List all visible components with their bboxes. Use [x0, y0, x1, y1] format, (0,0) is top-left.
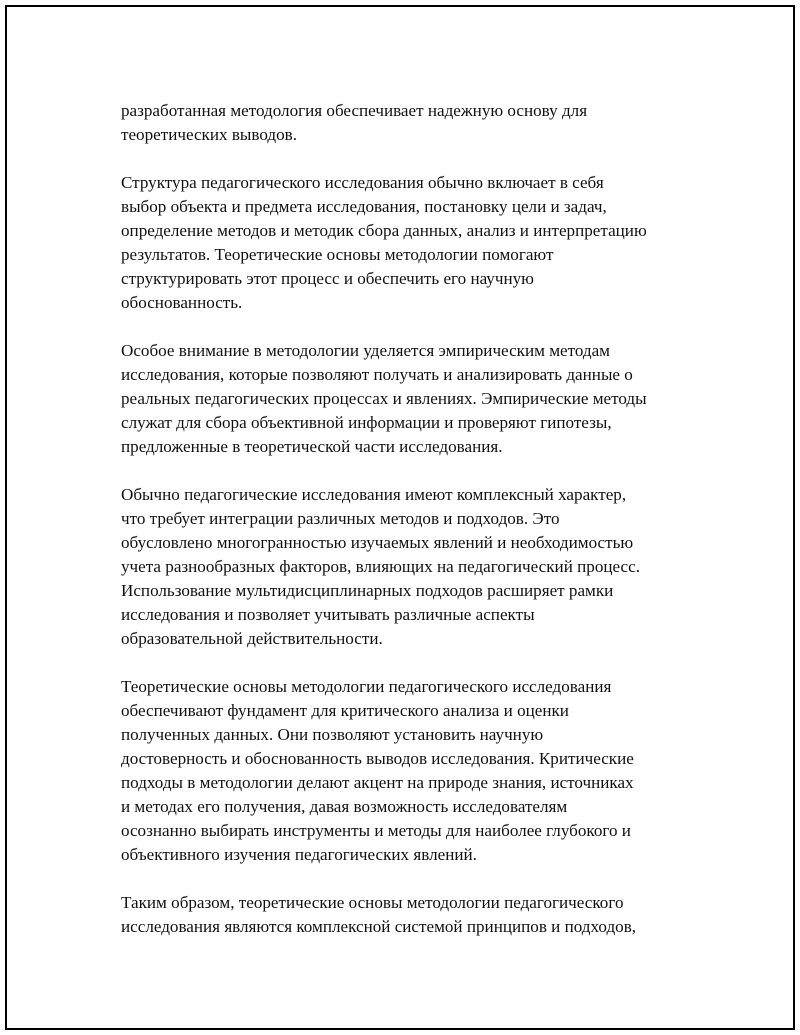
text-line: структурировать этот процесс и обеспечить его научную [121, 269, 534, 288]
text-line: обоснованность. [121, 293, 243, 312]
text-line: учета разнообразных факторов, влияющих на педагогический процесс. [121, 557, 640, 576]
text-line: обеспечивают фундамент для критического анализа и оценки [121, 701, 569, 720]
text-line: Структура педагогического исследования обычно включает в себя [121, 173, 604, 192]
paragraph-6 [121, 891, 701, 939]
paragraph-4 [121, 483, 701, 651]
text-line: результатов. Теоретические основы методологии помогают [121, 245, 554, 264]
paragraph-1 [121, 99, 701, 147]
text-line: Теоретические основы методологии педагогического исследования [121, 677, 612, 696]
text-line: служат для сбора объективной информации и проверяют гипотезы, [121, 413, 612, 432]
text-line: что требует интеграции различных методов и подходов. Это [121, 509, 560, 528]
text-line: исследования являются комплексной системой принципов и подходов, [121, 917, 637, 936]
text-line: Использование мультидисциплинарных подходов расширяет рамки [121, 581, 614, 600]
text-line: достоверность и обоснованность выводов исследования. Критические [121, 749, 634, 768]
text-line: Особое внимание в методологии уделяется эмпирическим методам [121, 341, 610, 360]
text-line: предложенные в теоретической части исследования. [121, 437, 503, 456]
text-line: подходы в методологии делают акцент на природе знания, источниках [121, 773, 634, 792]
page-frame [5, 5, 795, 1030]
paragraph-3 [121, 339, 701, 459]
text-line: полученных данных. Они позволяют установить научную [121, 725, 544, 744]
text-line: выбор объекта и предмета исследования, постановку цели и задач, [121, 197, 607, 216]
document-body [121, 99, 701, 963]
text-line: обусловлено многогранностью изучаемых явлений и необходимостью [121, 533, 634, 552]
text-line: исследования, которые позволяют получать и анализировать данные о [121, 365, 633, 384]
text-line: определение методов и методик сбора данных, анализ и интерпретацию [121, 221, 647, 240]
text-line: теоретических выводов. [121, 125, 297, 144]
text-line: и методах его получения, давая возможность исследователям [121, 797, 568, 816]
text-line: осознанно выбирать инструменты и методы для наиболее глубокого и [121, 821, 631, 840]
text-line: Таким образом, теоретические основы методологии педагогического [121, 893, 624, 912]
text-line: реальных педагогических процессах и явлениях. Эмпирические методы [121, 389, 647, 408]
paragraph-5 [121, 675, 701, 867]
text-line: Обычно педагогические исследования имеют комплексный характер, [121, 485, 627, 504]
text-line: образовательной действительности. [121, 629, 383, 648]
text-line: разработанная методология обеспечивает надежную основу для [121, 101, 588, 120]
text-line: объективного изучения педагогических явлений. [121, 845, 477, 864]
paragraph-2 [121, 171, 701, 315]
text-line: исследования и позволяет учитывать различные аспекты [121, 605, 535, 624]
